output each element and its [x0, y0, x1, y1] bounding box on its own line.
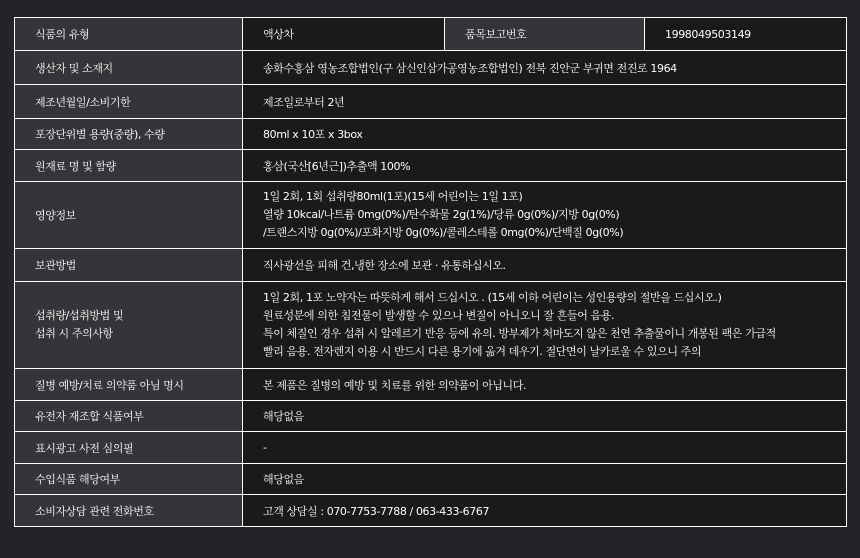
row-label: 수입식품 해당여부 [15, 464, 243, 495]
row-label: 영양정보 [15, 182, 243, 249]
row-label: 질병 예방/치료 의약품 아님 명시 [15, 369, 243, 401]
instruction-line: 빨리 음용. 전자렌지 이용 시 반드시 다른 용기에 옮겨 데우기. 절단면이 날카로울 수 있으니 주의 [263, 345, 702, 358]
table-row [15, 85, 847, 119]
table-row [15, 182, 847, 249]
row-value: 해당없음 [243, 401, 847, 432]
table-row [15, 51, 847, 85]
row-value: 액상차 [243, 18, 445, 51]
table-row [15, 282, 847, 369]
row-label: 보관방법 [15, 249, 243, 282]
nutrition-line: /트랜스지방 0g(0%)/포화지방 0g(0%)/콜레스테롤 0mg(0%)/단백질 0g(0%) [263, 226, 624, 239]
row-value: 송화수홍삼 영농조합법인(구 삼신인삼가공영농조합법인) 전북 진안군 부귀면 전진로 1964 [243, 51, 847, 85]
row-label: 포장단위별 용량(중량), 수량 [15, 119, 243, 150]
table-row [15, 432, 847, 464]
row-value: 80ml x 10포 x 3box [243, 119, 847, 150]
row-value: 홍삼(국산[6년근])추출액 100% [243, 150, 847, 182]
row-label: 소비자상담 관련 전화번호 [15, 495, 243, 527]
row-label-line: 섭취량/섭취방법 및 [35, 309, 124, 322]
table-row [15, 119, 847, 150]
table-row [15, 464, 847, 495]
row-label-line: 섭취 시 주의사항 [35, 327, 113, 340]
report-number: 1998049503149 [645, 18, 847, 51]
row-label: 유전자 재조합 식품여부 [15, 401, 243, 432]
row-value: 제조일로부터 2년 [243, 85, 847, 119]
table-row [15, 369, 847, 401]
intake-instructions [243, 282, 847, 369]
instruction-line: 1일 2회, 1포 노약자는 따뜻하게 해서 드십시오 . (15세 이하 어린이는 성인용량의 절반을 드십시오.) [263, 291, 722, 304]
row-label [15, 282, 243, 369]
customer-service-phone: 고객 상담실 : 070-7753-7788 / 063-433-6767 [243, 495, 847, 527]
row-value: 해당없음 [243, 464, 847, 495]
product-info-table [14, 17, 847, 527]
table-row [15, 401, 847, 432]
nutrition-line: 열량 10kcal/나트륨 0mg(0%)/탄수화물 2g(1%)/당류 0g(0%)/지방 0g(0%) [263, 208, 620, 221]
row-value: 직사광선을 피해 건,냉한 장소에 보관 · 유통하십시오. [243, 249, 847, 282]
row-value: - [243, 432, 847, 464]
nutrition-info [243, 182, 847, 249]
row-label: 원재료 명 및 함량 [15, 150, 243, 182]
table-row [15, 249, 847, 282]
table-row [15, 495, 847, 527]
table-row [15, 150, 847, 182]
row-label: 생산자 및 소재지 [15, 51, 243, 85]
row-label: 제조년월일/소비기한 [15, 85, 243, 119]
instruction-line: 특이 체질인 경우 섭취 시 알레르기 반응 등에 유의. 방부제가 처마도지 않은 천연 추출물이니 개봉된 팩은 가급적 [263, 327, 776, 340]
instruction-line: 원료성분에 의한 침전물이 발생할 수 있으나 변질이 아니오니 잘 흔들어 음용. [263, 309, 615, 322]
row-label: 표시광고 사전 심의필 [15, 432, 243, 464]
row-label: 품목보고번호 [445, 18, 645, 51]
nutrition-line: 1일 2회, 1회 섭취량80ml(1포)(15세 어린이는 1일 1포) [263, 190, 523, 203]
row-value: 본 제품은 질병의 예방 및 치료를 위한 의약품이 아닙니다. [243, 369, 847, 401]
table-row [15, 18, 847, 51]
row-label: 식품의 유형 [15, 18, 243, 51]
